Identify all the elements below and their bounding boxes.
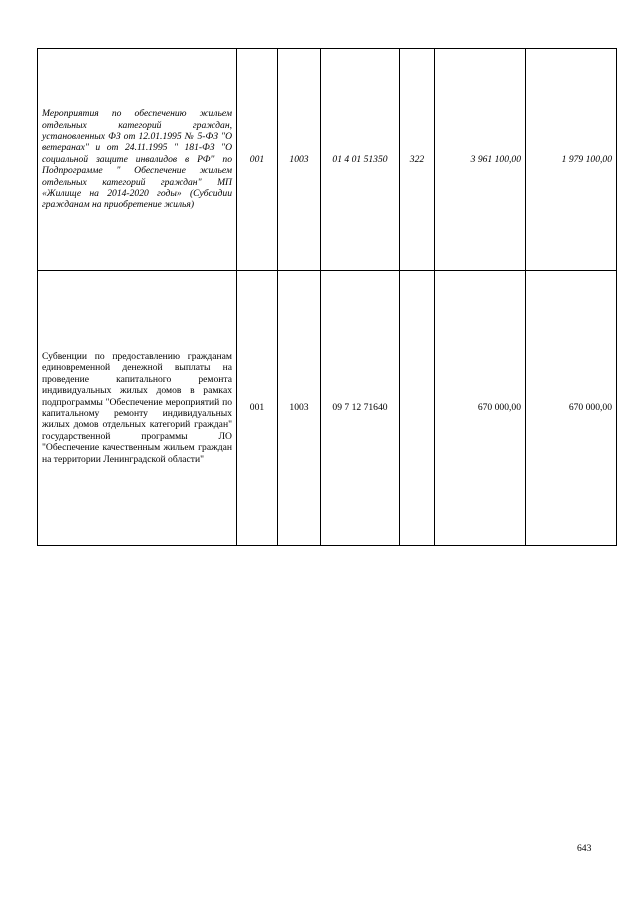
amount-plan: 3 961 100,00 [435,49,526,271]
target-article-code: 01 4 01 51350 [321,49,400,271]
expense-type-code [400,271,435,546]
budget-table [37,48,617,546]
section-code: 1003 [278,49,321,271]
target-article-code: 09 7 12 71640 [321,271,400,546]
amount-executed: 670 000,00 [526,271,617,546]
expense-type-code: 322 [400,49,435,271]
row-description: Субвенции по предоставлению гражданам единовременной денежной выплаты на проведение капитального ремонта индивидуальных жилых домов в рамках подпрограммы "Обеспечение мероприятий по капитальному ремонту индивидуальных жилых домов отдельных категорий граждан" государственной программы ЛО "Обеспечение качественным жильем граждан на территории Ленинградской области" [38,271,237,546]
table-row [38,49,617,271]
amount-executed: 1 979 100,00 [526,49,617,271]
amount-plan: 670 000,00 [435,271,526,546]
ministry-code: 001 [237,271,278,546]
ministry-code: 001 [237,49,278,271]
table-row [38,271,617,546]
section-code: 1003 [278,271,321,546]
row-description: Мероприятия по обеспечению жильем отдельных категорий граждан, установленных ФЗ от 12.01.1995 № 5-ФЗ "О ветеранах" и от 24.11.1995 " 181-ФЗ "О социальной защите инвалидов в РФ" по Подпрограмме " Обеспечение жильем отдельных категорий граждан" МП «Жилище на 2014-2020 годы» (Субсидии гражданам на приобретение жилья) [38,49,237,271]
page-number: 643 [577,843,592,854]
